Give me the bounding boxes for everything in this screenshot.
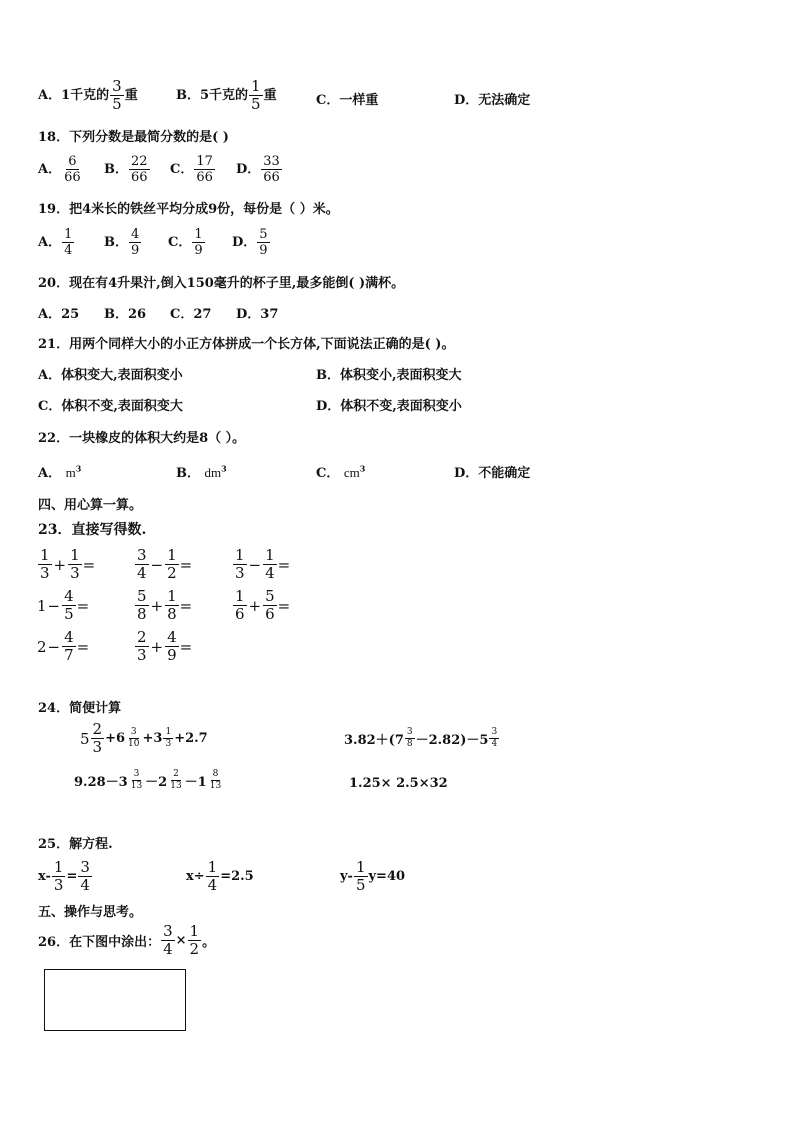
q20-question: 20．现在有4升果汁,倒入150毫升的杯子里,最多能倒( )满杯。 [38, 276, 405, 291]
q19-option-a: A． $\frac{1}{4}$ [38, 227, 73, 258]
q17-option-c: C．一样重 [316, 93, 379, 108]
q18-option-b: B． $\frac{22}{66}$ [104, 154, 148, 185]
q22-option-b: B． $dm^3$ [176, 463, 227, 481]
q23-item-2: $\frac{3}{4}$ − $\frac{1}{2}$ = [137, 546, 193, 582]
q23-item-1: $\frac{1}{3}$ + $\frac{1}{3}$ = [40, 546, 96, 582]
q24-expression-2: 3.82＋(7 $\frac{3}{8}$ －2.82)－5 $\frac{3}{4}$ [344, 727, 498, 749]
section-5-heading: 五、操作与思考。 [38, 905, 143, 920]
q22-question: 22．一块橡皮的体积大约是8（ ）。 [38, 431, 246, 446]
q23-title: 23．直接写得数. [38, 522, 147, 538]
q20-option-b: B．26 [104, 307, 147, 322]
q24-title: 24．简便计算 [38, 701, 122, 716]
q22-option-a: A． $m^3$ [38, 463, 82, 481]
q23-item-8: $\frac{2}{3}$ + $\frac{4}{9}$ = [137, 628, 193, 664]
q19-option-d: D． $\frac{5}{9}$ [232, 227, 268, 258]
q21-question: 21．用两个同样大小的小正方体拼成一个长方体,下面说法正确的是( )。 [38, 337, 455, 352]
q23-item-7: 2 − $\frac{4}{7}$ = [37, 628, 90, 664]
q20-option-c: C．27 [170, 307, 212, 322]
q23-item-5: $\frac{5}{8}$ + $\frac{1}{8}$ = [137, 587, 193, 623]
q19-option-c: C． $\frac{1}{9}$ [168, 227, 203, 258]
q21-option-c: C．体积不变,表面积变大 [38, 399, 183, 414]
q18-option-c: C． $\frac{17}{66}$ [170, 154, 213, 185]
q23-item-6: $\frac{1}{6}$ + $\frac{5}{6}$ = [235, 587, 291, 623]
q17-option-a: A．1千克的 $\frac{3}{5}$ 重 [38, 77, 138, 113]
q24-expression-4: 1.25× 2.5×32 [349, 776, 448, 791]
q26-question: 26．在下图中涂出： $\frac{3}{4}$ × $\frac{1}{2}$ 。 [38, 922, 216, 958]
q18-question: 18．下列分数是最简分数的是( ) [38, 130, 229, 145]
q17-option-d: D．无法确定 [454, 93, 531, 108]
q21-option-a: A．体积变大,表面积变小 [38, 368, 183, 383]
section-4-heading: 四、用心算一算。 [38, 498, 143, 513]
q25-equation-1: x- $\frac{1}{3}$ = $\frac{3}{4}$ [38, 858, 90, 894]
q25-equation-3: y- $\frac{1}{5}$ y=40 [340, 858, 406, 894]
shading-rectangle[interactable] [44, 969, 186, 1031]
q20-option-d: D．37 [236, 307, 279, 322]
q24-expression-3: 9.28－3 $\frac{3}{13}$ －2 $\frac{2}{13}$ －1 $\frac{8}{13}$ [74, 769, 222, 791]
q21-option-b: B．体积变小,表面积变大 [316, 368, 462, 383]
q17-option-b: B．5千克的 $\frac{1}{5}$ 重 [176, 77, 277, 113]
q23-item-3: $\frac{1}{3}$ − $\frac{1}{4}$ = [235, 546, 291, 582]
q24-expression-1: 5 $\frac{2}{3}$ +6 $\frac{3}{10}$ +3 $\frac{1}{3}$ +2.7 [80, 720, 208, 756]
q18-option-a: A． $\frac{6}{66}$ [38, 154, 81, 185]
q19-question: 19．把4米长的铁丝平均分成9份，每份是（ ）米。 [38, 202, 339, 217]
q19-option-b: B． $\frac{4}{9}$ [104, 227, 140, 258]
q25-title: 25．解方程. [38, 837, 113, 852]
q22-option-c: C． $cm^3$ [316, 463, 366, 481]
q20-option-a: A．25 [38, 307, 80, 322]
q23-item-4: 1 − $\frac{4}{5}$ = [37, 587, 90, 623]
q22-option-d: D．不能确定 [454, 466, 531, 481]
q21-option-d: D．体积不变,表面积变小 [316, 399, 462, 414]
q18-option-d: D． $\frac{33}{66}$ [236, 154, 280, 185]
q25-equation-2: x÷ $\frac{1}{4}$ =2.5 [186, 858, 254, 894]
